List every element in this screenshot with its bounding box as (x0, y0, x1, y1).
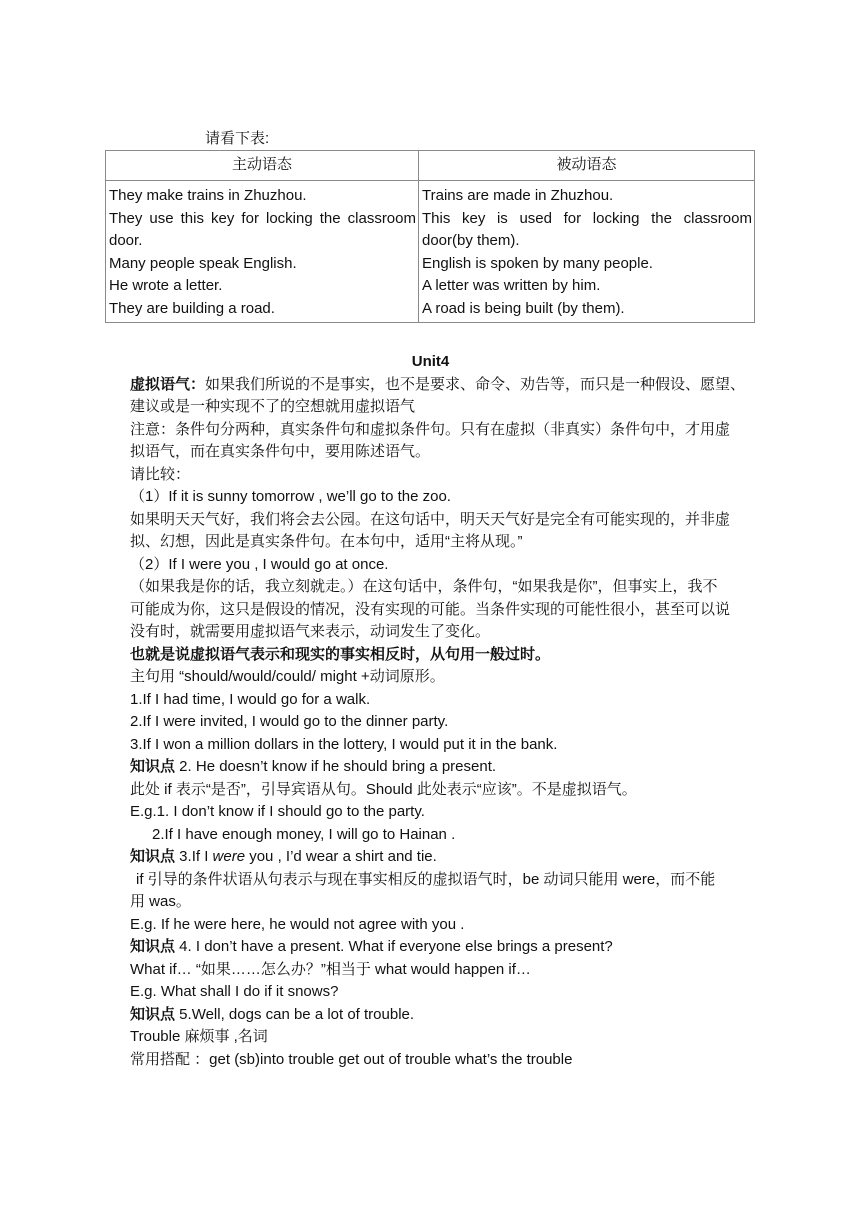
kp-label: 知识点 (130, 938, 176, 955)
kp-explanation: 用 was。 (130, 893, 191, 910)
example-sentence: （1）If it is sunny tomorrow , we’ll go to the zoo. (130, 488, 451, 505)
kp-example: E.g. If he were here, he would not agree with you . (130, 915, 465, 933)
definition-term: 虚拟语气： (130, 375, 206, 393)
kp-text: 5.Well, dogs can be a lot of trouble. (175, 1005, 415, 1023)
active-sentence: They make trains in Zhuzhou. (109, 187, 307, 204)
example-explanation: 拟、幻想，因此是真实条件句。在本句中，适用“主将从现。” (130, 533, 523, 550)
kp-vocabulary: Trouble 麻烦事 ,名词 (130, 1028, 268, 1045)
definition-line: 建议或是一种实现不了的空想就用虚拟语气 (130, 398, 416, 415)
kp-text: 2. He doesn’t know if he should bring a present. (175, 758, 497, 775)
kp-explanation: if 引导的条件状语从句表示与现在事实相反的虚拟语气时，be 动词只能用 were，而不能 (136, 870, 716, 888)
compare-heading: 请比较： (130, 465, 191, 483)
kp-example: E.g. What shall I do if it snows? (130, 983, 339, 1000)
definition-text: 如果我们所说的不是事实，也不是要求、命令、劝告等，而只是一种假设、愿望、 (205, 375, 746, 393)
kp-text-italic: were (212, 848, 246, 865)
kp-label: 知识点 (130, 848, 176, 865)
passive-sentence: English is spoken by many people. (422, 254, 653, 272)
active-sentence: He wrote a letter. (109, 277, 223, 294)
knowledge-point-5 (130, 1004, 731, 1027)
passive-sentence: Trains are made in Zhuzhou. (422, 187, 614, 204)
kp-phrases: 常用搭配 ：get (sb)into trouble get out of trouble what’s the trouble (130, 1050, 573, 1068)
example-sentence: （2）If I were you , I would go at once. (130, 555, 389, 573)
kp-text: 4. I don’t have a present. What if everyone else brings a present? (175, 938, 613, 955)
note-line: 拟语气，而在真实条件句中，要用陈述语气。 (130, 443, 431, 460)
example-item: 1.If I had time, I would go for a walk. (130, 690, 371, 708)
kp-text-pre: 3.If I (175, 848, 213, 865)
knowledge-point-4 (130, 936, 731, 959)
table-row (106, 181, 755, 323)
active-sentence: Many people speak English. (109, 254, 297, 272)
active-sentence: They are building a road. (109, 299, 275, 317)
kp-label: 知识点 (130, 1005, 176, 1023)
header-active-voice: 主动语态 (106, 151, 419, 181)
example-explanation: 如果明天天气好，我们将会去公园。在这句话中，明天天气好是完全有可能实现的，并非虚 (130, 510, 731, 528)
kp-example: 2.If I have enough money, I will go to Hainan . (152, 825, 456, 843)
rule-main-clause: 主句用 “should/would/could/ might +动词原形。 (130, 668, 445, 685)
active-sentence: They use this key for locking the classroom door. (109, 209, 416, 249)
passive-sentence: A letter was written by him. (422, 277, 601, 294)
definition-line (130, 374, 746, 397)
passive-sentence: A road is being built (by them). (422, 299, 625, 317)
kp-explanation: What if… “如果……怎么办？”相当于 what would happen if… (130, 960, 531, 978)
unit-title: Unit4 (411, 353, 450, 370)
passive-voice-cell (419, 181, 755, 323)
active-voice-cell (106, 181, 419, 323)
header-passive-voice: 被动语态 (419, 151, 755, 181)
note-line: 注意：条件句分两种，真实条件句和虚拟条件句。只有在虚拟（非真实）条件句中，才用虚 (130, 420, 731, 438)
example-item: 3.If I won a million dollars in the lottery, I would put it in the bank. (130, 735, 558, 753)
table-intro: 请看下表: (205, 130, 270, 147)
passive-sentence: This key is used for locking the classroom door(by them). (422, 209, 752, 249)
kp-label: 知识点 (130, 758, 176, 775)
kp-text-post: you , I’d wear a shirt and tie. (245, 848, 437, 865)
example-explanation: （如果我是你的话，我立刻就走。）在这句话中，条件句，“如果我是你”，但事实上，我不 (130, 578, 718, 595)
unit-content (130, 351, 746, 1071)
knowledge-point-2 (130, 756, 731, 779)
table-header-row (106, 151, 755, 181)
voice-comparison-table (105, 150, 755, 323)
knowledge-point-3 (130, 846, 731, 869)
kp-explanation: 此处 if 表示“是否”，引导宾语从句。Should 此处表示“应该”。不是虚拟语气。 (130, 780, 637, 798)
rule-statement: 也就是说虚拟语气表示和现实的事实相反时，从句用一般过时。 (130, 645, 551, 663)
example-explanation: 没有时，就需要用虚拟语气来表示，动词发生了变化。 (130, 623, 491, 640)
kp-example: E.g.1. I don’t know if I should go to the party. (130, 803, 425, 820)
example-explanation: 可能成为你，这只是假设的情况，没有实现的可能。当条件实现的可能性很小，甚至可以说 (130, 600, 731, 618)
example-item: 2.If I were invited, I would go to the dinner party. (130, 713, 449, 730)
